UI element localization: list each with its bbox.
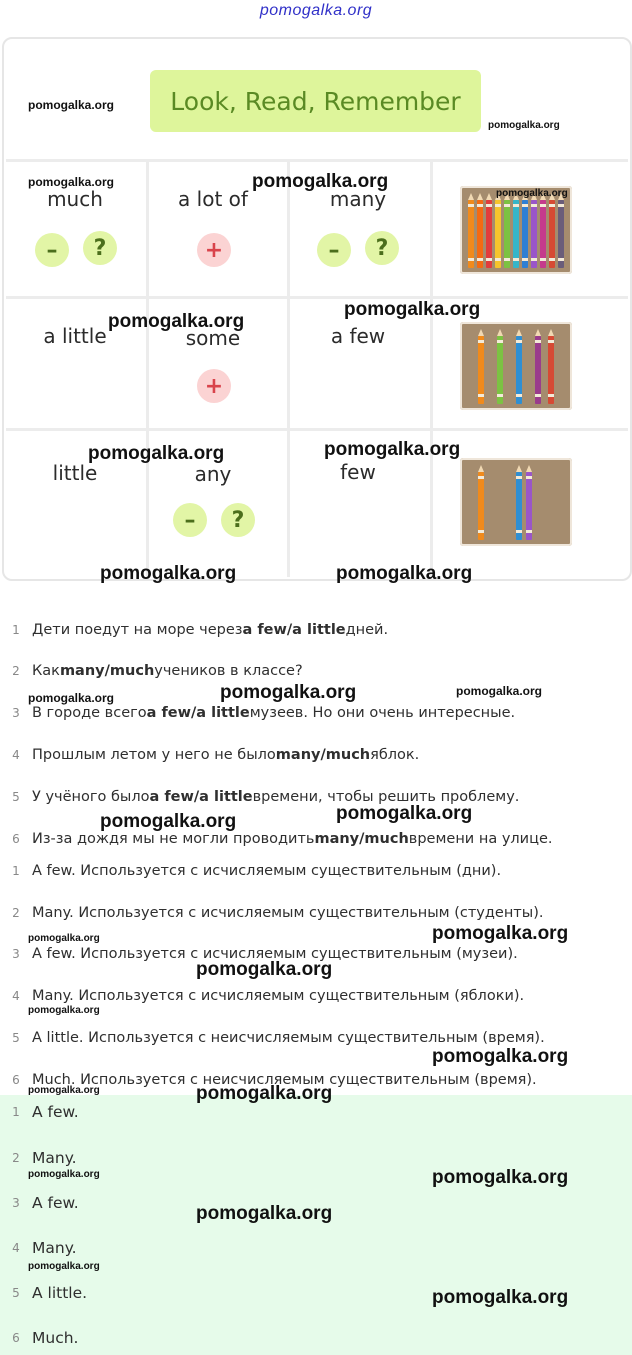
watermark: pomogalka.org	[344, 299, 481, 320]
exercise-item: 3 В городе всего a few/a little музеев. Но они очень интересные.	[12, 705, 516, 721]
minus-icon: –	[35, 233, 69, 267]
explanation-item: 5 A little. Используется с неисчисляемым существительным (время).	[12, 1030, 545, 1046]
watermark: pomogalka.org	[432, 1167, 569, 1188]
word-a-lot-of: a lot of	[178, 187, 248, 211]
watermark: pomogalka.org	[324, 439, 461, 460]
minus-icon: –	[317, 233, 351, 267]
watermark: pomogalka.org	[28, 691, 115, 705]
question-icon: ?	[365, 231, 399, 265]
answer-item: 3 A few.	[12, 1194, 79, 1212]
watermark: pomogalka.org	[196, 1083, 333, 1104]
pencils-few-image	[460, 458, 572, 546]
site-header[interactable]: pomogalka.org	[259, 2, 373, 19]
word-little: little	[52, 461, 98, 485]
word-any: any	[194, 462, 232, 486]
watermark: pomogalka.org	[496, 188, 568, 199]
minus-icon: –	[173, 503, 207, 537]
watermark: pomogalka.org	[100, 811, 237, 832]
answer-item: 1 A few.	[12, 1103, 79, 1121]
watermark: pomogalka.org	[100, 563, 237, 584]
watermark: pomogalka.org	[28, 98, 115, 112]
watermark: pomogalka.org	[28, 1085, 100, 1096]
question-icon: ?	[221, 503, 255, 537]
watermark: pomogalka.org	[432, 1287, 569, 1308]
grid-divider	[6, 428, 628, 431]
watermark: pomogalka.org	[88, 443, 225, 464]
watermark: pomogalka.org	[28, 1261, 100, 1272]
word-many: many	[329, 187, 387, 211]
explanation-item: 6 Much. Используется с неисчисляемым существительным (время).	[12, 1072, 537, 1088]
question-icon: ?	[83, 231, 117, 265]
watermark: pomogalka.org	[336, 803, 473, 824]
watermark: pomogalka.org	[336, 563, 473, 584]
plus-icon: +	[197, 369, 231, 403]
exercise-item: 1 Дети поедут на море через a few/a little дней.	[12, 622, 389, 638]
explanation-item: 4 Many. Используется с исчисляемым существительным (яблоки).	[12, 988, 525, 1004]
watermark: pomogalka.org	[28, 175, 115, 189]
plus-icon: +	[197, 233, 231, 267]
watermark: pomogalka.org	[432, 1046, 569, 1067]
answer-item: 6 Much.	[12, 1329, 79, 1347]
answer-item: 4 Many.	[12, 1239, 77, 1257]
grid-divider	[146, 161, 149, 577]
explanation-item: 3 A few. Используется с исчисляемым существительным (музеи).	[12, 946, 518, 962]
word-a-few: a few	[330, 324, 386, 348]
watermark: pomogalka.org	[28, 933, 100, 944]
grid-divider	[430, 161, 433, 577]
watermark: pomogalka.org	[488, 120, 560, 131]
watermark: pomogalka.org	[252, 171, 389, 192]
watermark: pomogalka.org	[28, 1005, 100, 1016]
answers-panel	[0, 1095, 632, 1355]
word-a-little: a little	[43, 324, 107, 348]
exercise-item: 6 Из-за дождя мы не могли проводить many/much времени на улице.	[12, 831, 553, 847]
pencils-many-image	[460, 186, 572, 274]
watermark: pomogalka.org	[196, 959, 333, 980]
word-much: much	[47, 187, 103, 211]
exercise-item: 4 Прошлым летом у него не было many/much яблок.	[12, 747, 420, 763]
explanation-item: 2 Many. Используется с исчисляемым существительным (студенты).	[12, 905, 544, 921]
exercise-item: 5 У учёного было a few/a little времени, чтобы решить проблему.	[12, 789, 520, 805]
answer-item: 2 Many.	[12, 1149, 77, 1167]
grid-divider	[6, 159, 628, 162]
explanation-item: 1 A few. Используется с исчисляемым существительным (дни).	[12, 863, 502, 879]
watermark: pomogalka.org	[456, 684, 543, 698]
watermark: pomogalka.org	[432, 923, 569, 944]
watermark: pomogalka.org	[108, 311, 245, 332]
grid-divider	[287, 161, 290, 577]
word-some: some	[185, 326, 241, 350]
answer-item: 5 A little.	[12, 1284, 88, 1302]
watermark: pomogalka.org	[28, 1169, 100, 1180]
word-few: few	[340, 460, 376, 484]
pencils-a-few-image	[460, 322, 572, 410]
watermark: pomogalka.org	[196, 1203, 333, 1224]
exercise-item: 2 Как many/much учеников в классе?	[12, 663, 303, 679]
grid-divider	[6, 296, 628, 299]
watermark: pomogalka.org	[220, 682, 357, 703]
card-title: Look, Read, Remember	[150, 70, 481, 132]
